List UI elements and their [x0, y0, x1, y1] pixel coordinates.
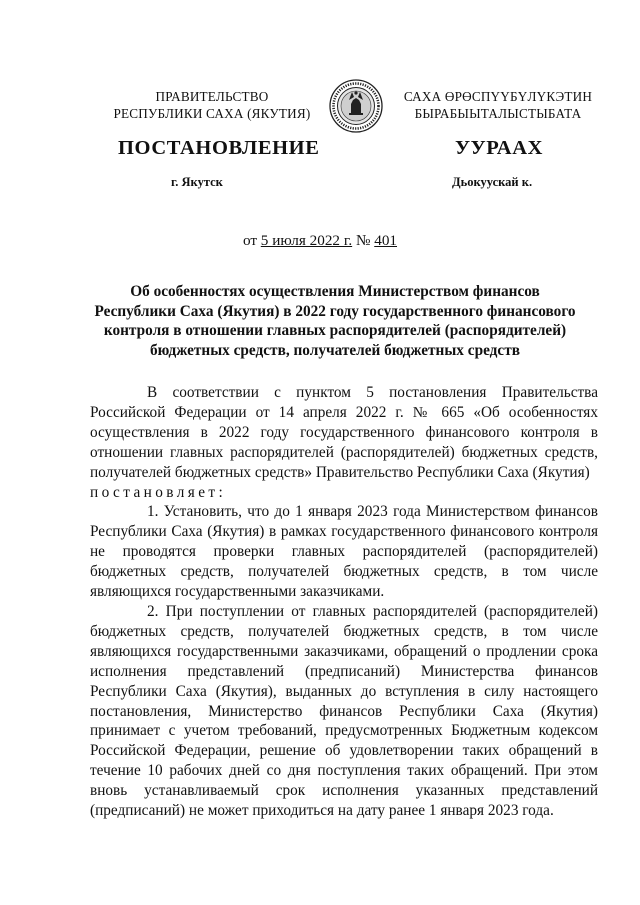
title-line-3: контроля в отношении главных распорядителей (распорядителей) [103, 322, 567, 339]
doc-type-title-sakha: УУРААХ [455, 137, 544, 159]
doc-type-title-ru: ПОСТАНОВЛЕНИЕ [118, 137, 320, 159]
coat-of-arms-icon [327, 78, 385, 134]
preamble-text: В соответствии с пунктом 5 постановления Правительства Российской Федерации от 14 апреля 2022 г. № 665 «Об особенностях осуществления в 2022 году государственного финансового контроля в отношении главных распорядителей (распорядителей) бюджетных средств, получателей бюджетных средств» Правительство Республики Саха (Якутия) [90, 384, 598, 481]
document-number: 401 [374, 232, 398, 249]
header-left-line2: РЕСПУБЛИКИ САХА (ЯКУТИЯ) [113, 106, 311, 121]
title-line-2: Республики Саха (Якутия) в 2022 году государственного финансового [94, 302, 576, 320]
city-sakha: Дьокуускай к. [452, 175, 533, 189]
title-line-4: бюджетных средств, получателей бюджетных средств [150, 341, 520, 359]
header-left-line1: ПРАВИТЕЛЬСТВО [155, 89, 269, 104]
paragraph-item-1: 1. Установить, что до 1 января 2023 года Министерством финансов Республики Саха (Якутия) в рамках государственного финансового контроля не проводятся проверки главных распорядителей (распорядителей) бюджетных средств, получателей бюджетных средств, в том числе являющихся государственными заказчиками. [90, 503, 598, 601]
paragraph-preamble [90, 383, 598, 483]
city-ru: г. Якутск [171, 175, 223, 189]
title-line-1: Об особенностях осуществления Министерством финансов [130, 283, 540, 300]
header-right [398, 88, 598, 122]
date-prefix: от [242, 232, 257, 249]
date-number-line [0, 232, 640, 250]
document-body [90, 383, 598, 821]
header-right-line2: БЫРАБЫЫТАЛЫСТЫБАТА [414, 106, 582, 121]
document-title [90, 282, 580, 360]
header-left [96, 88, 328, 122]
number-sign: № [355, 232, 371, 249]
paragraph-item-2: 2. При поступлении от главных распорядителей (распорядителей) бюджетных средств, получателей бюджетных средств, в том числе являющихся государственными заказчиками, обращений о продлении срока исполнения представлений (предписаний) Министерства финансов Республики Саха (Якутия), выданных до вступления в силу настоящего постановления, Министерство финансов Республики Саха (Якутия) принимает с учетом требований, предусмотренных Бюджетным кодексом Российской Федерации, решение об удовлетворении таких обращений в течение 10 рабочих дней со дня поступления таких обращений. При этом вновь устанавливаемый срок исполнения указанных представлений (предписаний) не может приходиться на дату ранее 1 января 2023 года. [90, 602, 598, 820]
paragraph-resolves [90, 483, 598, 503]
header-right-line1: САХА ӨРӨСПҮҮБҮЛҮКЭТИН [403, 89, 593, 104]
resolves-word: постановляет: [90, 483, 227, 501]
document-date: 5 июля 2022 г. [260, 232, 353, 249]
